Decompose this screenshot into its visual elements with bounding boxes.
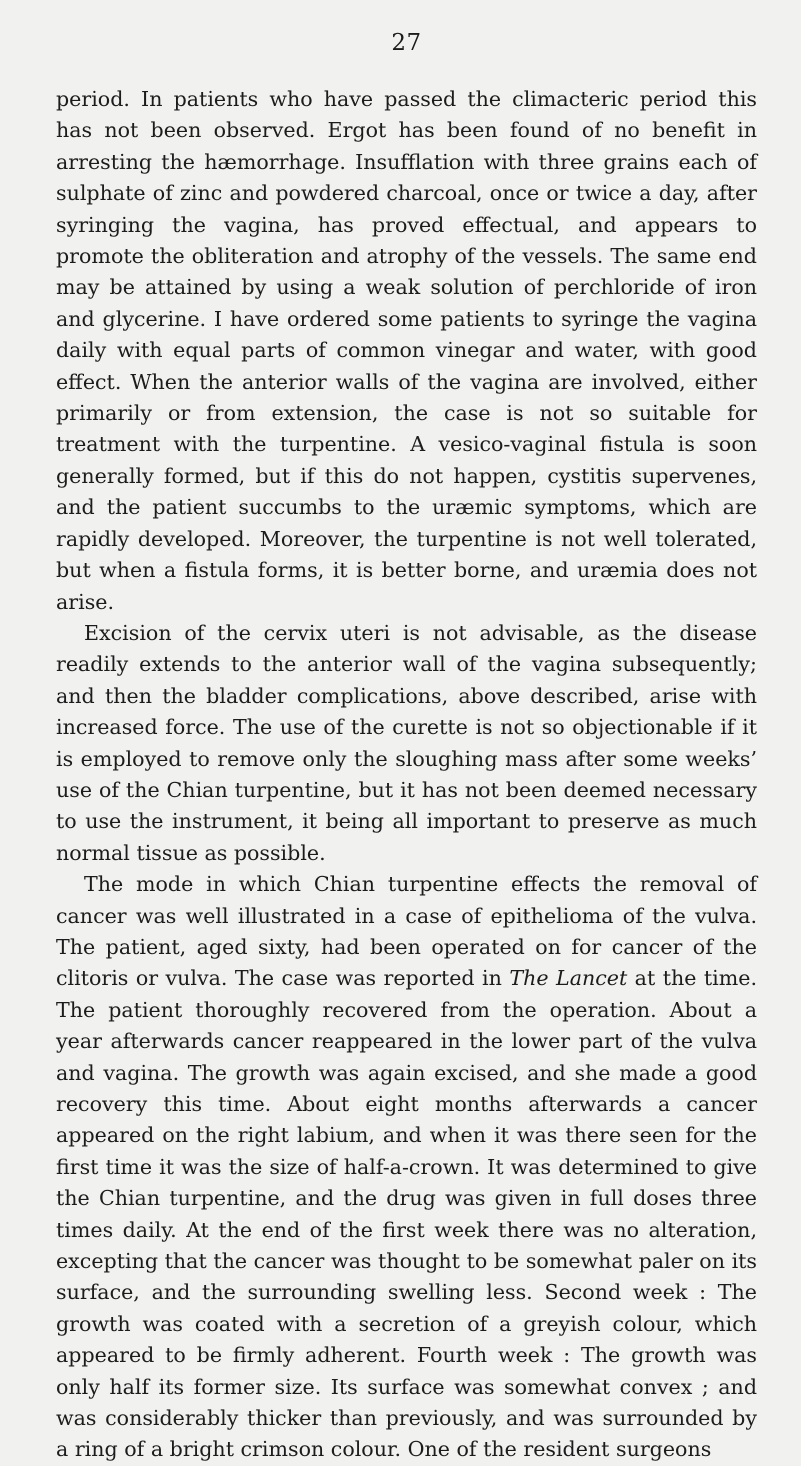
text-segment: at the time. The patient thoroughly recovered from the operation. About a year afterwards cancer reappeared in the lower part of the vulva and vagina. The growth was again excised, and she made a good recovery this time. About eight months afterwards a cancer appeared on the right labium, and when it was there seen for the first time it was the size of half-a-crown. It was determined to give the Chian turpentine, and the drug was given in full doses three times daily. At the end of the first week there was no alteration, excepting that the cancer was thought to be somewhat paler on its surface, and the surrounding swelling less. Second week : The growth was coated with a secretion of a greyish colour, which appeared to be firmly adherent. Fourth week : The growth was only half its former size. Its surface was somewhat convex ; and was considerably thicker than previously, and was surrounded by a ring of a bright crimson colour. One of the resident surgeons: [56, 966, 757, 1462]
text-segment: period. In patients who have passed the climacteric period this has not been observed. Ergot has been found of no benefit in arresting the hæmorrhage. Insufflation with three grains each of sulphate of zinc and powdered charcoal, once or twice a day, after syringing the vagina, has proved effectual, and appears to promote the obliteration and atrophy of the vessels. The same end may be attained by using a weak solution of perchloride of iron and glycerine. I have ordered some patients to syringe the vagina daily with equal parts of common vinegar and water, with good effect. When the anterior walls of the vagina are involved, either primarily or from extension, the case is not so suitable for treatment with the turpentine. A vesico-vaginal fistula is soon generally formed, but if this do not happen, cystitis supervenes, and the patient succumbs to the uræmic symptoms, which are rapidly developed. Moreover, the turpentine is not well tolerated, but when a fistula forms, it is better borne, and uræmia does not arise.: [56, 87, 757, 614]
body-text: [56, 84, 757, 1466]
paragraph: [56, 84, 757, 618]
journal-title: The Lancet: [509, 966, 628, 991]
text-segment: The mode in which Chian turpentine effects the removal of cancer was well illustrated in a case of epithelioma of the vulva. The patient, aged sixty, had been operated on for cancer of the clitoris or vulva. The case was reported in: [56, 872, 757, 991]
text-segment: Excision of the cervix uteri is not advisable, as the disease readily extends to the anterior wall of the vagina subsequently; and then the bladder complications, above described, arise with increased force. The use of the curette is not so objectionable if it is employed to remove only the sloughing mass after some weeks’ use of the Chian turpentine, but it has not been deemed necessary to use the instrument, it being all important to preserve as much normal tissue as possible.: [56, 620, 757, 865]
paragraph: [56, 869, 757, 1466]
page-number: 27: [391, 30, 422, 56]
paragraph: [56, 618, 757, 869]
